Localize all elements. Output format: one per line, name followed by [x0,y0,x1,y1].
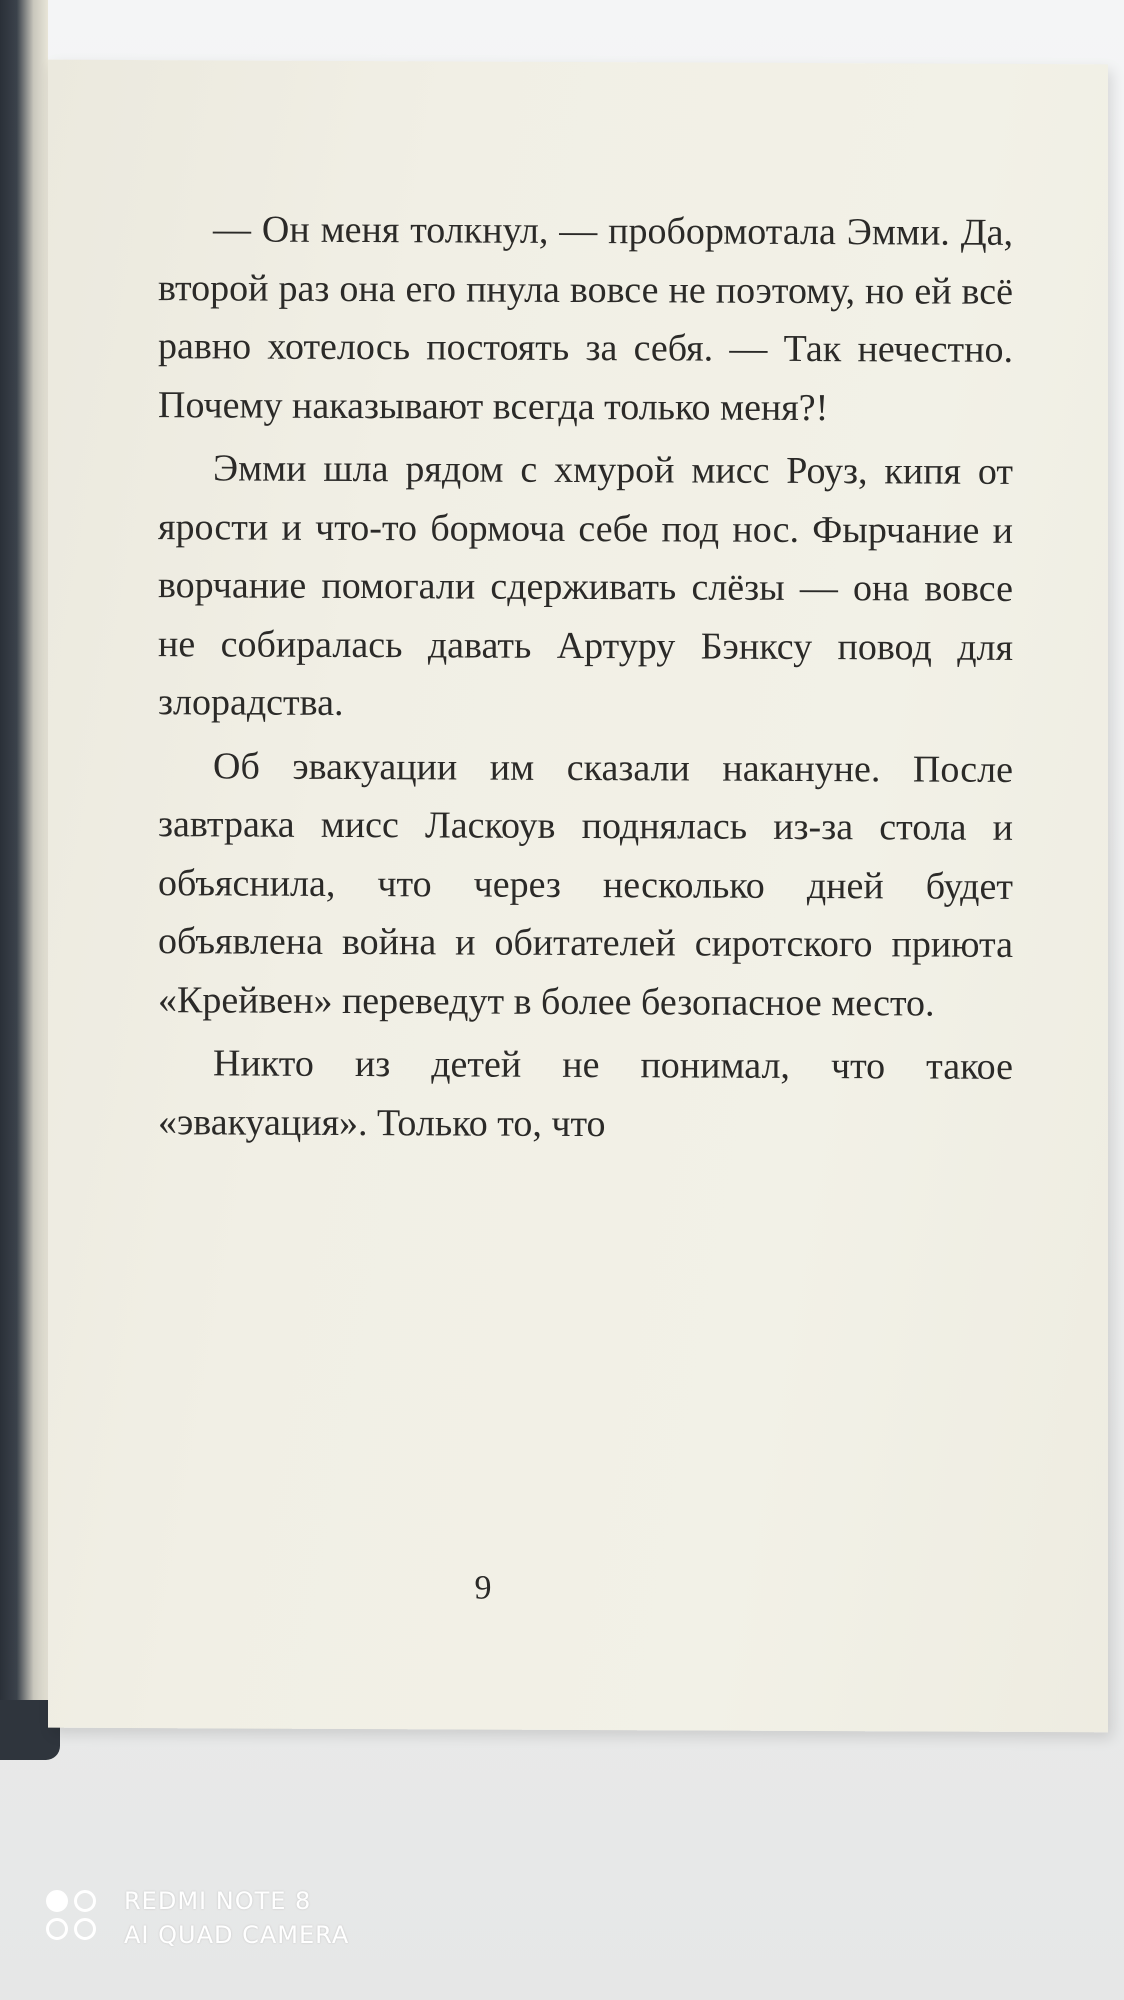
paragraph: Никто из детей не понимал, что такое «эвакуация». Только то, что [158,1042,1013,1145]
page-number: 9 [474,1569,492,1607]
watermark-model: REDMI NOTE 8 [124,1887,312,1915]
dual-camera-icon [46,1890,102,1946]
book-cover-edge [0,0,48,1760]
page-text [158,200,1013,1160]
watermark-camera: AI QUAD CAMERA [124,1921,350,1949]
paragraph: Об эвакуации им сказали накануне. После завтрака мисс Ласкоув поднялась из-за стола и объяснила, что через несколько дней будет объявлена война и обитателей сиротского приюта «Крейвен» переведут в более безопасное место. [158,744,1013,1025]
paragraph: Эмми шла рядом с хмурой мисс Роуз, кипя от ярости и что-то бормоча себе под нос. Фырчание и ворчание помогали сдерживать слёзы — она вовсе не собиралась давать Артуру Бэнксу повод для злорадства. [158,447,1013,724]
watermark-text [124,1884,349,1952]
paragraph: — Он меня толкнул, — пробормотала Эмми. Да, второй раз она его пнула вовсе не поэтому, но ей всё равно хотелось постоять за себя. — Так нечестно. Почему наказывают всегда только меня?! [158,208,1013,429]
camera-watermark [46,1884,349,1952]
book-page [48,60,1108,1733]
